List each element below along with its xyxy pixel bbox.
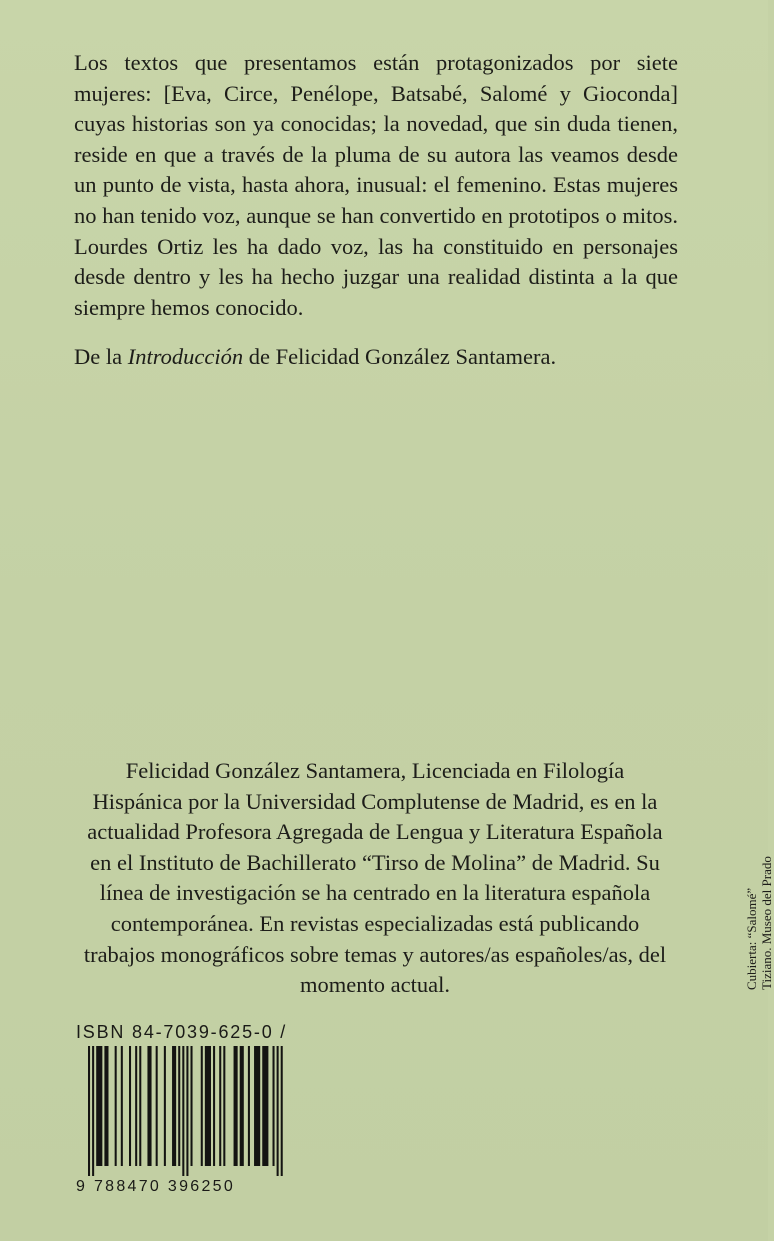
blurb-paragraph bbox=[74, 48, 678, 323]
barcode-bar bbox=[178, 1046, 180, 1166]
author-bio-text: Felicidad González Santamera, Licenciada en Filología Hispánica por la Universidad Complutense de Madrid, es en la actualidad Profesora Agregada de Lengua y Literatura Española en el Instituto de Bachillerato “Tirso de Molina” de Madrid. Su línea de investigación se ha centrado en la literatura española contemporánea. En revistas especializadas está publicando trabajos monográficos sobre temas y autores/as españoles/as, del momento actual. bbox=[83, 758, 667, 998]
barcode-bar bbox=[277, 1046, 279, 1176]
author-bio bbox=[80, 756, 670, 1001]
cover-credit bbox=[744, 856, 774, 990]
barcode-bar bbox=[219, 1046, 221, 1166]
barcode-bar bbox=[182, 1046, 184, 1176]
barcode-bar bbox=[121, 1046, 123, 1166]
barcode-bar bbox=[240, 1046, 244, 1166]
barcode-bar bbox=[156, 1046, 158, 1166]
barcode-bar bbox=[262, 1046, 268, 1166]
isbn-label: ISBN 84-7039-625-0 / bbox=[76, 1022, 288, 1042]
barcode-bar bbox=[139, 1046, 141, 1166]
barcode bbox=[74, 1044, 296, 1194]
barcode-bar bbox=[248, 1046, 250, 1166]
barcode-bar bbox=[201, 1046, 203, 1166]
barcode-bar bbox=[172, 1046, 176, 1166]
barcode-bar bbox=[164, 1046, 166, 1166]
barcode-bar bbox=[147, 1046, 151, 1166]
barcode-bar bbox=[92, 1046, 94, 1176]
barcode-bar bbox=[115, 1046, 117, 1166]
barcode-bar bbox=[96, 1046, 102, 1166]
blurb-text: Los textos que presentamos están protagonizados por siete mujeres: [Eva, Circe, Penélope, Batsabé, Salomé y Gioconda] cuyas historias son ya conocidas; la novedad, que sin duda tienen, reside en que a través de la pluma de su autora las veamos desde un punto de vista, hasta ahora, inusual: el femenino. Estas mujeres no han tenido voz, aunque se han convertido en prototipos o mitos. Lourdes Ortiz les ha dado voz, las ha constituido en personajes desde dentro y les ha hecho juzgar una realidad distinta a la que siempre hemos conocido. bbox=[74, 50, 678, 320]
barcode-bar bbox=[254, 1046, 260, 1166]
barcode-bar bbox=[129, 1046, 131, 1166]
attribution-title: Introducción bbox=[127, 344, 244, 369]
cover-credit-line2: Tiziano. Museo del Prado bbox=[759, 856, 774, 990]
attribution-prefix: De la bbox=[74, 344, 123, 369]
attribution-suffix: de Felicidad González Santamera. bbox=[248, 344, 557, 369]
barcode-bar bbox=[273, 1046, 275, 1166]
barcode-bar bbox=[213, 1046, 215, 1166]
barcode-digits: 9 788470 396250 bbox=[76, 1178, 236, 1195]
barcode-bar bbox=[205, 1046, 211, 1166]
attribution bbox=[74, 342, 678, 373]
barcode-bar bbox=[88, 1046, 90, 1176]
barcode-bar bbox=[281, 1046, 283, 1176]
barcode-bar bbox=[223, 1046, 225, 1166]
barcode-bar bbox=[135, 1046, 137, 1166]
barcode-bar bbox=[104, 1046, 108, 1166]
barcode-bar bbox=[186, 1046, 188, 1176]
cover-credit-line1: Cubierta: “Salomé” bbox=[744, 887, 759, 990]
barcode-graphic bbox=[74, 1044, 296, 1194]
barcode-bar bbox=[191, 1046, 193, 1166]
barcode-bar bbox=[234, 1046, 238, 1166]
